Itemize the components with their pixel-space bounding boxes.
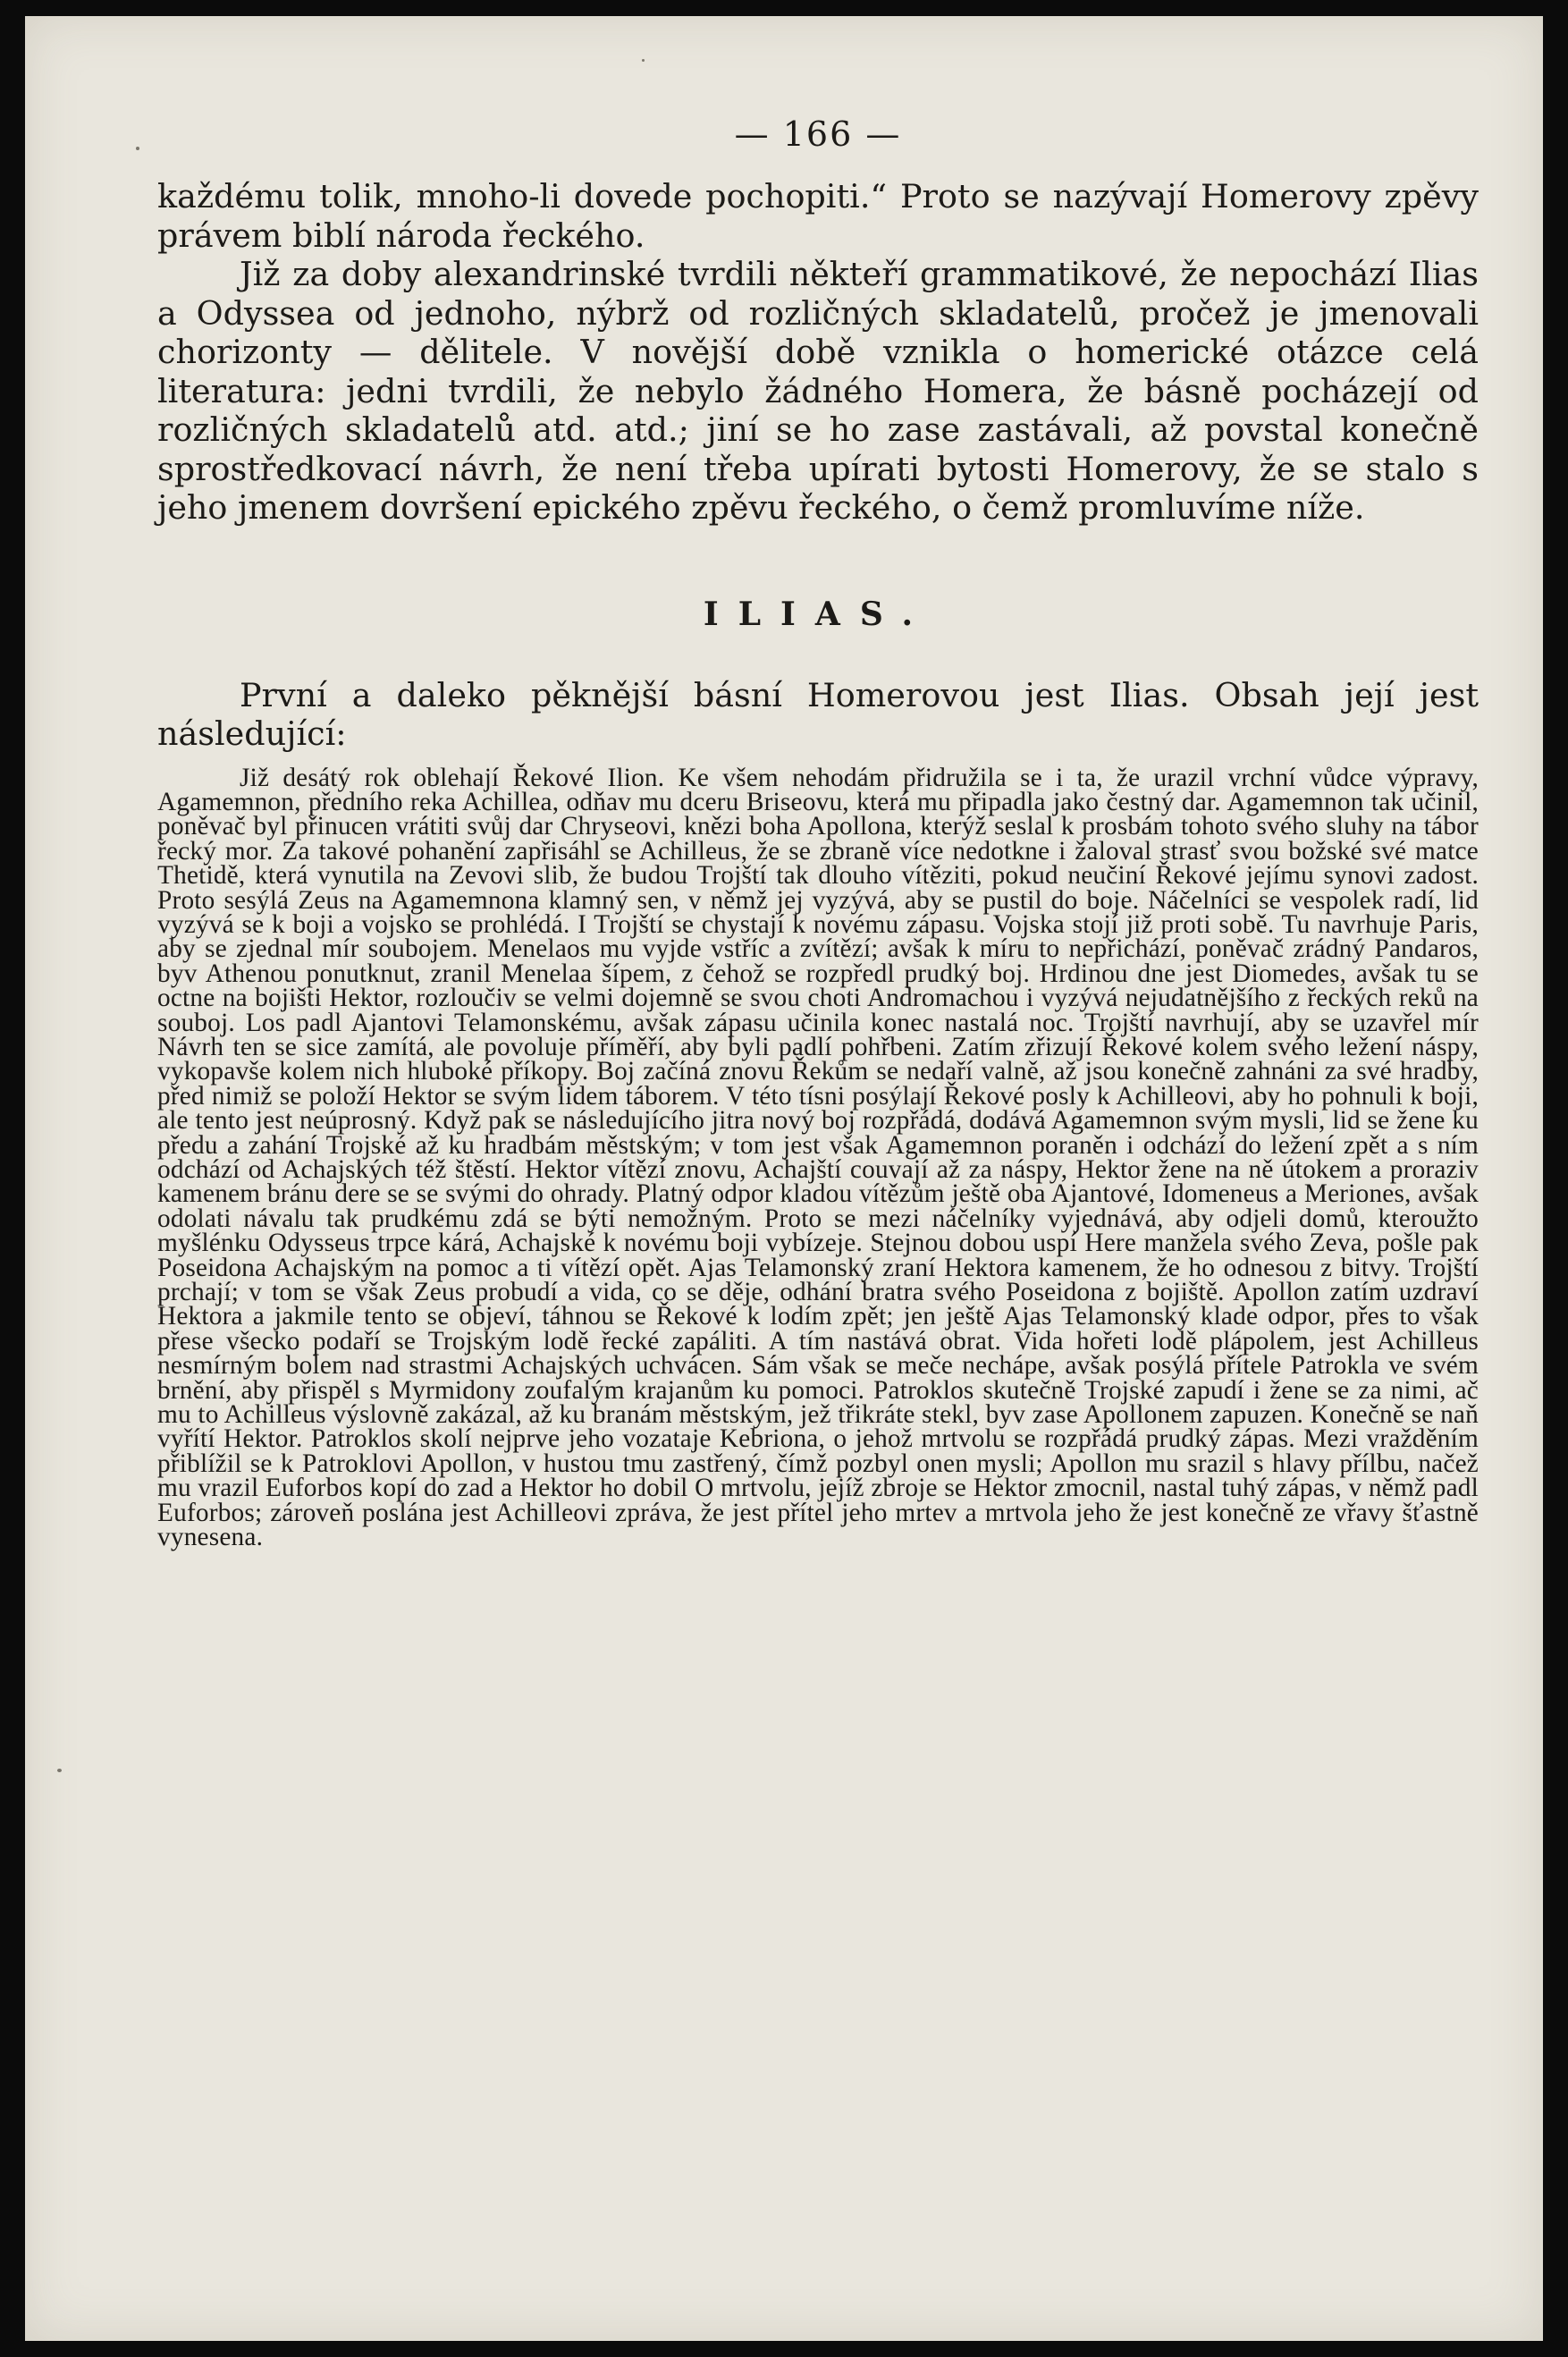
section-heading-ilias: ILIAS. — [703, 595, 933, 633]
page-number: — 166 — — [734, 114, 902, 154]
paragraph-continuation: každému tolik, mnoho-li dovede pochopiti.“ Proto se nazývají Homerovy zpěvy právem biblí národa řeckého. — [157, 177, 1479, 255]
paper-speck — [57, 1769, 62, 1772]
paragraph-summary: Již desátý rok oblehají Řekové Ilion. Ke všem nehodám přidružila se i ta, že urazil vrchní vůdce výpravy, Agamemnon, předního reka Achillea, odňav mu dceru Briseovu, která mu připadla jako čestný dar. Agamemnon tak učinil, poněvač byl přinucen vrátiti svůj dar Chryseovi, knězi boha Apollona, kterýž seslal k prosbám tohoto svého sluhy na tábor řecký mor. Za takové pohanění zapřisáhl se Achilleus, že se zbraně více nedotkne i žaloval strasť svou božské své matce Thetidě, která vynutila na Zevovi slib, že budou Trojští tak dlouho vítěziti, pokud neučiní Řekové jejímu synovi zadost. Proto sesýlá Zeus na Agamemnona klamný sen, v němž jej vyzývá, aby se pustil do boje. Náčelníci se vespolek radí, lid vyzývá se k boji a vojsko se prohlédá. I Trojští se chystají k novému zápasu. Vojska stojí již proti sobě. Tu navrhuje Paris, aby se zjednal mír soubojem. Menelaos mu vyjde vstříc a zvítězí; avšak k míru to nepřichází, poněvač zrádný Pandaros, byv Athenou ponutknut, zranil Menelaa šípem, z čehož se rozpředl prudký boj. Hrdinou dne jest Diomedes, avšak tu se octne na bojišti Hektor, rozloučiv se velmi dojemně se svou choti Andromachou i vyzývá nejudatnějšího z řeckých reků na souboj. Los padl Ajantovi Telamonskému, avšak zápasu učinila konec nastalá noc. Trojští navrhují, aby se uzavřel mír Návrh ten se sice zamítá, ale povoluje příměří, aby byli padlí pohřbeni. Zatím zřizují Řekové kolem svého ležení náspy, vykopavše kolem nich hluboké příkopy. Boj začíná znovu Řekům se nedaří valně, až jsou konečně zahnáni za své hradby, před nimiž se položí Hektor se svým lidem táborem. V této tísni posýlají Řekové posly k Achilleovi, aby ho pohnuli k boji, ale tento jest neúprosný. Když pak se následujícího jitra nový boj rozpřádá, dodává Agamemnon svým mysli, lid se žene ku předu a zahání Trojské až ku hradbám městským; v tom jest však Agamemnon poraněn i odchází do ležení zpět a s ním odchází od Achajských též štěstí. Hektor vítězí znovu, Achajští couvají až za náspy, Hektor žene na ně útokem a proraziv kamenem bránu dere se se svými do ohrady. Platný odpor kladou vítězům ještě oba Ajantové, Idomeneus a Meriones, avšak odolati návalu tak prudkému zdá se býti nemožným. Proto se mezi náčelníky vyjednává, aby odjeli domů, kteroužto myšlénku Odysseus trpce kárá, Achajské k novému boji vybízeje. Stejnou dobou uspí Here manžela svého Zeva, pošle pak Poseidona Achajským na pomoc a ti vítězí opět. Ajas Telamonský zraní Hektora kamenem, že ho odnesou z bitvy. Trojští prchají; v tom se však Zeus probudí a vida, co se děje, odhání bratra svého Poseidona z bojiště. Apollon zatím uzdraví Hektora a jakmile tento se objeví, táhnou se Řekové k lodím zpět; jen ještě Ajas Telamonský klade odpor, přes to však přese všecko podaří se Trojským lodě řecké zapáliti. A tím nastává obrat. Vida hořeti lodě plápolem, jest Achilleus nesmírným bolem nad strastmi Achajských uchvácen. Sám však se meče nechápe, avšak posýlá přítele Patrokla ve svém brnění, aby přispěl s Myrmidony zoufalým krajanům ku pomoci. Patroklos skutečně Trojské zapudí i žene se za nimi, ač mu to Achilleus výslovně zakázal, až ku branám městským, jež třikráte stekl, byv zase Apollonem zapuzen. Konečně se naň vyřítí Hektor. Patroklos skolí nejprve jeho vozataje Kebriona, o jehož mrtvolu se rozpřádá prudký zápas. Mezi vražděním přiblížil se k Patroklovi Apollon, v hustou tmu zastřený, čímž pozbyl onen mysli; Apollon mu srazil s hlavy přílbu, načež mu vrazil Euforbos kopí do zad a Hektor ho dobil O mrtvolu, jejíž zbroje se Hektor zmocnil, nastal tuhý zápas, v němž padl Euforbos; zároveň poslána jest Achilleovi zpráva, že jest přítel jeho mrtev a mrtvola jeho že jest konečně ze vřavy šťastně vynesena. — [157, 763, 1479, 1552]
body-text — [157, 177, 1479, 528]
summary-text — [157, 763, 1479, 1552]
paragraph-homeric-question: Již za doby alexandrinské tvrdili někteří grammatikové, že nepochází Ilias a Odyssea od jednoho, nýbrž od rozličných skladatelů, pročež je jmenovali chorizonty — dělitele. V novější době vznikla o homerické otázce celá literatura: jedni tvrdili, že nebylo žádného Homera, že básně pocházejí od rozličných skladatelů atd. atd.; jiní se ho zase zastávali, až povstal konečně sprostředkovací návrh, že není třeba upírati bytosti Homerovy, že se stalo s jeho jmenem dovršení epického zpěvu řeckého, o čemž promluvíme níže. — [157, 255, 1479, 527]
scanned-page — [25, 16, 1543, 2341]
intro-text — [157, 676, 1479, 754]
paragraph-intro: První a daleko pěknější básní Homerovou jest Ilias. Obsah její jest následující: — [157, 675, 1479, 753]
paper-speck — [642, 59, 645, 62]
paper-speck — [136, 147, 139, 150]
page-content — [157, 98, 1479, 1550]
